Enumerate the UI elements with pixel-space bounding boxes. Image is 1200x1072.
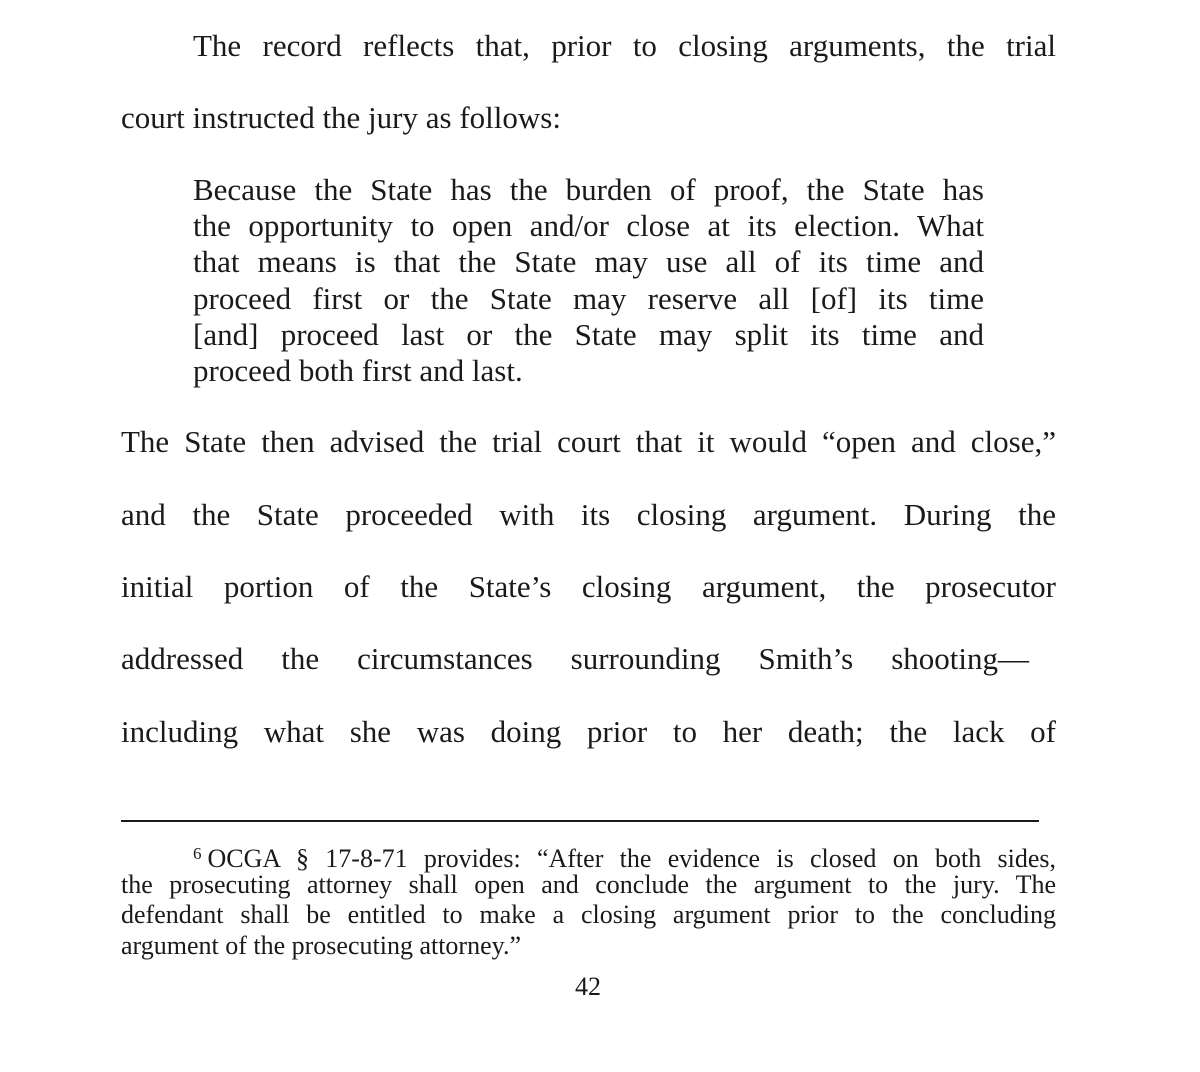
footnote-marker: 6 xyxy=(193,844,202,863)
page-number: 42 xyxy=(575,972,601,1001)
quote-line-6: proceed both first and last. xyxy=(193,353,523,388)
body-line-5: including what she was doing prior to her death; the lack of xyxy=(121,714,1056,749)
quote-line-4: proceed first or the State may reserve all [of] its time xyxy=(193,281,984,316)
intro-line-1: The record reflects that, prior to closing arguments, the trial xyxy=(193,28,1056,63)
footnote-line-1 xyxy=(193,839,1056,874)
footnote-line-3: defendant shall be entitled to make a closing argument prior to the concluding xyxy=(121,900,1056,929)
body-line-4: addressed the circumstances surrounding Smith’s shooting— xyxy=(121,641,1029,676)
footnote-line-1-text: OCGA § 17-8-71 provides: “After the evidence is closed on both sides, xyxy=(207,844,1056,873)
quote-line-5: [and] proceed last or the State may split its time and xyxy=(193,317,984,352)
body-line-1: The State then advised the trial court that it would “open and close,” xyxy=(121,424,1056,459)
footnote-separator xyxy=(121,820,1039,822)
quote-line-1: Because the State has the burden of proof, the State has xyxy=(193,172,984,207)
body-line-2: and the State proceeded with its closing argument. During the xyxy=(121,497,1056,532)
body-line-3: initial portion of the State’s closing argument, the prosecutor xyxy=(121,569,1056,604)
intro-line-2: court instructed the jury as follows: xyxy=(121,100,561,135)
footnote-line-2: the prosecuting attorney shall open and conclude the argument to the jury. The xyxy=(121,870,1056,899)
footnote-line-4: argument of the prosecuting attorney.” xyxy=(121,931,521,960)
quote-line-3: that means is that the State may use all of its time and xyxy=(193,244,984,279)
quote-line-2: the opportunity to open and/or close at its election. What xyxy=(193,208,984,243)
